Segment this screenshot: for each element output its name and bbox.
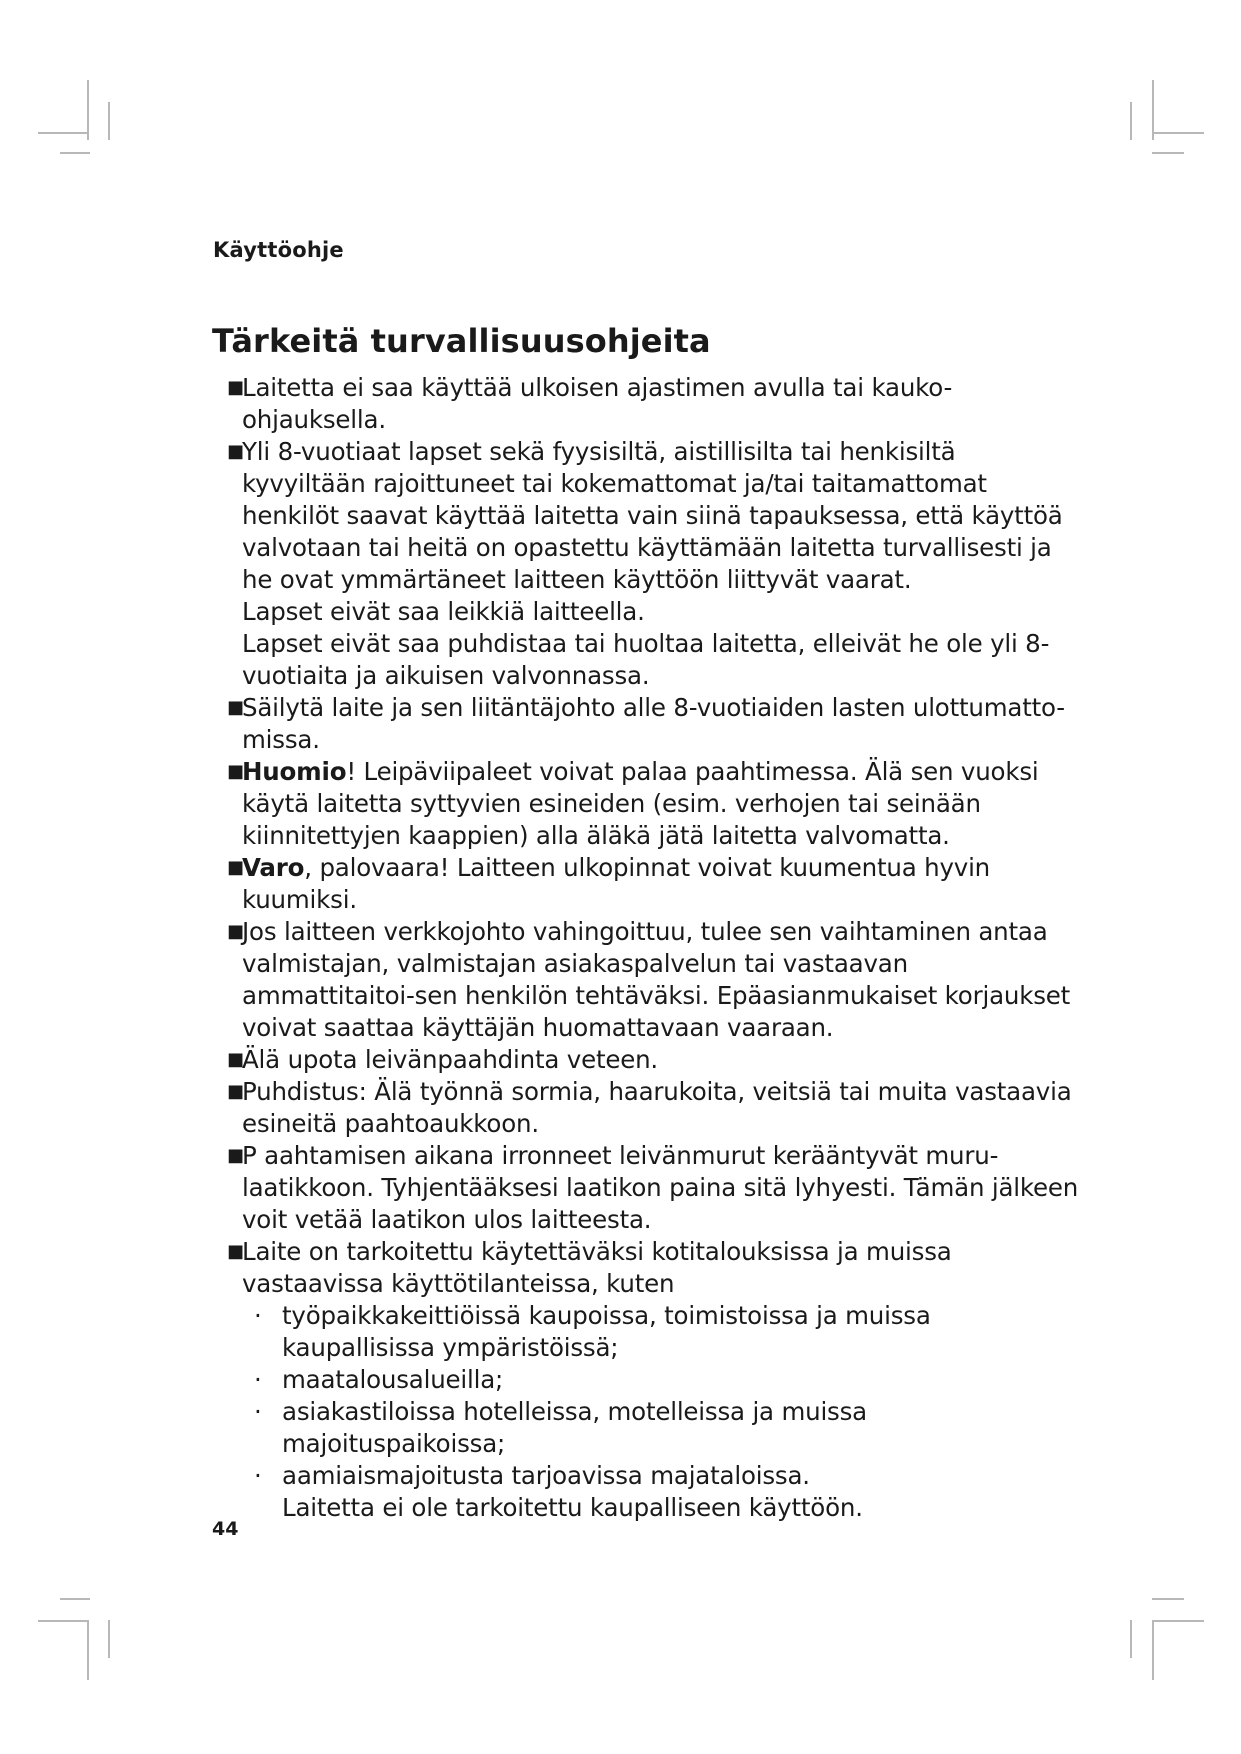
dot-bullet-icon: · xyxy=(254,1301,262,1330)
crop-mark xyxy=(1152,1620,1204,1622)
crop-mark xyxy=(87,1620,89,1680)
square-bullet-icon: ■ xyxy=(227,1049,244,1070)
square-bullet-icon: ■ xyxy=(227,377,244,398)
dot-bullet-icon: · xyxy=(254,1461,262,1490)
square-bullet-icon: ■ xyxy=(227,761,244,782)
page-number: 44 xyxy=(212,1518,239,1540)
list-item: ■ Huomio! Leipäviipaleet voivat palaa paahtimessa. Älä sen vuoksi käytä laitetta syttyvien esineiden (esim. verhojen tai seinään kiinnitettyjen kaappien) alla äläkä jätä laitetta valvomatta. xyxy=(227,757,1039,850)
crop-mark xyxy=(1152,152,1184,154)
warning-keyword: Huomio xyxy=(242,757,347,786)
list-item: ■ Puhdistus: Älä työnnä sormia, haarukoita, veitsiä tai muita vastaavia esineitä paahtoaukkoon. xyxy=(227,1077,1072,1138)
square-bullet-icon: ■ xyxy=(227,1241,244,1262)
crop-mark xyxy=(60,152,90,154)
crop-mark xyxy=(1152,132,1204,134)
warning-keyword: Varo xyxy=(242,853,305,882)
crop-mark xyxy=(1130,102,1132,140)
list-item: ■ Jos laitteen verkkojohto vahingoittuu, tulee sen vaihtaminen antaa valmistajan, valmistajan asiakaspalvelun tai vastaavan ammattitaitoi-sen henkilön tehtäväksi. Epäasianmukaiset korjaukset voivat saattaa käyttäjän huomattavaan vaaraan. xyxy=(227,917,1071,1042)
list-item: ■ P aahtamisen aikana irronneet leivänmurut kerääntyvät muru-laatikkoon. Tyhjentääksesi laatikon paina sitä lyhyesti. Tämän jälkeen voit vetää laatikon ulos laitteesta. xyxy=(227,1141,1079,1234)
crop-mark xyxy=(87,80,89,140)
crop-mark xyxy=(108,102,110,140)
square-bullet-icon: ■ xyxy=(227,1081,244,1102)
crop-mark xyxy=(108,1620,110,1658)
square-bullet-icon: ■ xyxy=(227,441,244,462)
sub-list-item: · maatalousalueilla; xyxy=(254,1365,504,1394)
closing-note: Laitetta ei ole tarkoitettu kaupalliseen käyttöön. xyxy=(282,1493,863,1522)
square-bullet-icon: ■ xyxy=(227,1145,244,1166)
sub-list-item: · työpaikkakeittiöissä kaupoissa, toimistoissa ja muissa kaupallisissa ympäristöissä; xyxy=(254,1301,931,1362)
sub-list-item: · aamiaismajoitusta tarjoavissa majataloissa. xyxy=(254,1461,810,1490)
crop-mark xyxy=(60,1598,90,1600)
square-bullet-icon: ■ xyxy=(227,857,244,878)
dot-bullet-icon: · xyxy=(254,1397,262,1426)
list-item: ■ Varo, palovaara! Laitteen ulkopinnat voivat kuumentua hyvin kuumiksi. xyxy=(227,853,991,914)
sub-list-item: · asiakastiloissa hotelleissa, motelleissa ja muissa majoituspaikoissa; xyxy=(254,1397,867,1458)
list-item: ■ Älä upota leivänpaahdinta veteen. xyxy=(227,1045,659,1074)
running-header: Käyttöohje xyxy=(213,238,344,262)
crop-mark xyxy=(38,1620,88,1622)
paragraph: Lapset eivät saa puhdistaa tai huoltaa laitetta, elleivät he ole yli 8-vuotiaita ja aikuisen valvonnassa. xyxy=(242,629,1050,690)
list-item: ■ Laitetta ei saa käyttää ulkoisen ajastimen avulla tai kauko-ohjauksella. xyxy=(227,373,953,434)
crop-mark xyxy=(1152,1620,1154,1680)
list-item: ■ Säilytä laite ja sen liitäntäjohto alle 8-vuotiaiden lasten ulottumatto-missa. xyxy=(227,693,1065,754)
list-item: ■ Laite on tarkoitettu käytettäväksi kotitalouksissa ja muissa vastaavissa käyttötilanteissa, kuten xyxy=(227,1237,952,1298)
crop-mark xyxy=(1152,80,1154,140)
crop-mark xyxy=(1130,1620,1132,1658)
crop-mark xyxy=(1152,1598,1184,1600)
crop-mark xyxy=(38,132,88,134)
square-bullet-icon: ■ xyxy=(227,697,244,718)
list-item: ■ Yli 8-vuotiaat lapset sekä fyysisiltä, aistillisilta tai henkisiltä kyvyiltään rajoittuneet tai kokemattomat ja/tai taitamattomat henkilöt saavat käyttää laitetta vain siinä tapauksessa, että käyttöä valvotaan tai heitä on opastettu käyttämään laitetta turvallisesti ja he ovat ymmärtäneet laitteen käyttöön liittyvät vaarat. xyxy=(227,437,1063,594)
dot-bullet-icon: · xyxy=(254,1365,262,1394)
square-bullet-icon: ■ xyxy=(227,921,244,942)
safety-instructions xyxy=(227,372,1080,1524)
paragraph: Lapset eivät saa leikkiä laitteella. xyxy=(242,597,645,626)
page-title: Tärkeitä turvallisuusohjeita xyxy=(212,322,711,360)
